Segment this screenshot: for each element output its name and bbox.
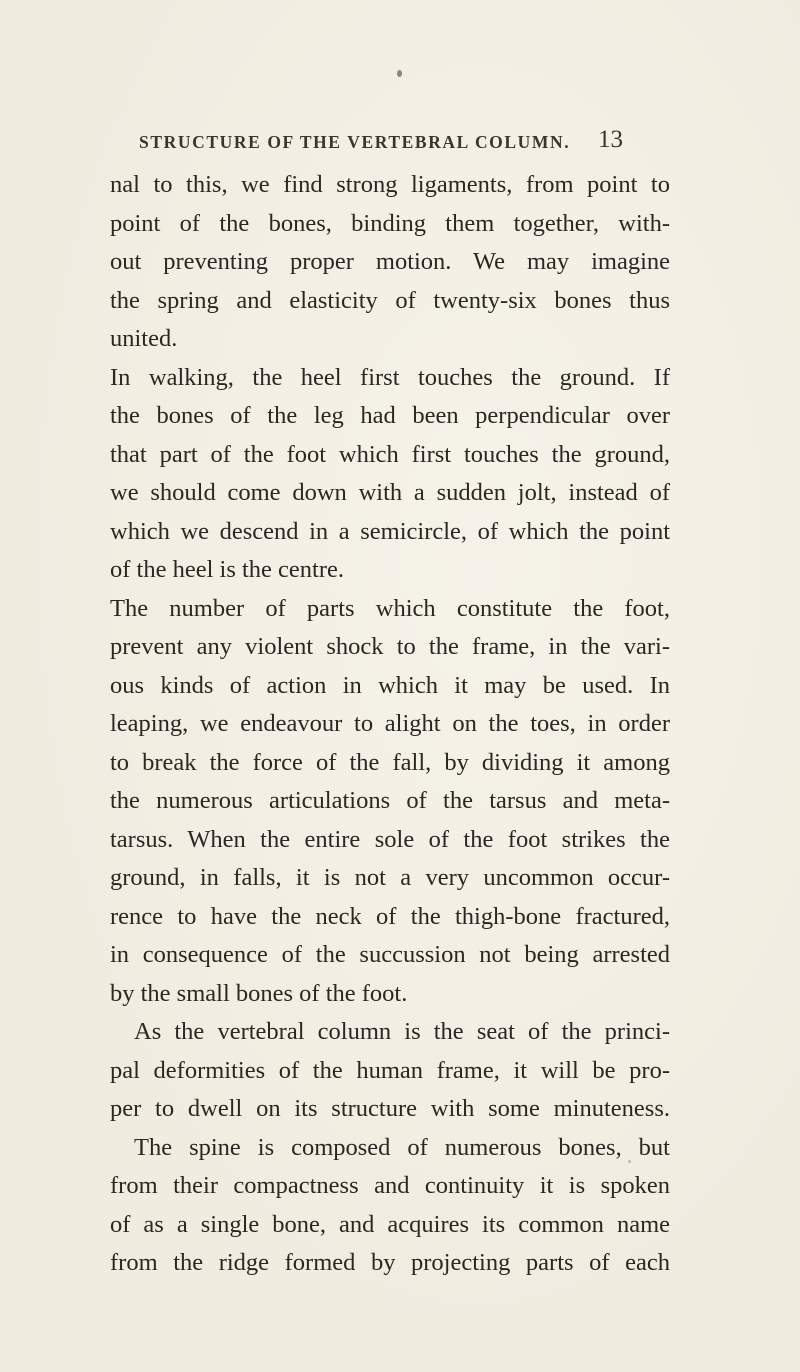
- text-line: prevent any violent shock to the frame, in the vari-: [110, 633, 670, 660]
- text-line: of the heel is the centre.: [110, 556, 345, 583]
- text-line: to break the force of the fall, by dividing it among: [110, 748, 670, 776]
- text-line: from their compactness and continuity it is spoken: [110, 1172, 670, 1199]
- text-line: nal to this, we find strong ligaments, from point to: [110, 171, 670, 198]
- text-line: that part of the foot which first touches the ground,: [110, 440, 670, 468]
- paragraph-start-line: As the vertebral column is the seat of the princi-: [134, 1018, 670, 1045]
- text-line: point of the bones, binding them together, with-: [110, 209, 670, 237]
- text-line: out preventing proper motion. We may imagine: [110, 248, 670, 275]
- running-head: STRUCTURE OF THE VERTEBRAL COLUMN.: [139, 132, 571, 152]
- text-line: united.: [110, 325, 178, 352]
- text-line: the spring and elasticity of twenty-six bones thus: [110, 286, 670, 314]
- text-line: rence to have the neck of the thigh-bone fractured,: [110, 902, 670, 930]
- text-line: by the small bones of the foot.: [110, 979, 408, 1007]
- text-line: from the ridge formed by projecting parts of each: [110, 1249, 670, 1276]
- paper-speck: [397, 70, 402, 77]
- text-line: ous kinds of action in which it may be used. In: [110, 671, 670, 699]
- text-line: leaping, we endeavour to alight on the toes, in order: [110, 710, 670, 737]
- text-line: pal deformities of the human frame, it will be pro-: [110, 1056, 670, 1084]
- text-line: which we descend in a semicircle, of which the point: [110, 517, 670, 545]
- paragraph-start-line: In walking, the heel first touches the ground. If: [110, 363, 670, 391]
- text-line: tarsus. When the entire sole of the foot strikes the: [110, 825, 670, 853]
- text-line: we should come down with a sudden jolt, instead of: [110, 479, 670, 506]
- text-line: the bones of the leg had been perpendicular over: [110, 402, 670, 429]
- text-line: of as a single bone, and acquires its common name: [110, 1210, 670, 1238]
- paragraph-start-line: The spine is composed of numerous bones, but: [134, 1133, 670, 1161]
- text-line: in consequence of the succussion not being arrested: [110, 941, 670, 968]
- text-line: per to dwell on its structure with some minuteness.: [110, 1095, 670, 1122]
- page-number: 13: [598, 126, 623, 153]
- text-line: the numerous articulations of the tarsus and meta-: [110, 787, 670, 814]
- paragraph-start-line: The number of parts which constitute the foot,: [110, 594, 670, 622]
- text-line: ground, in falls, it is not a very uncommon occur-: [110, 864, 670, 891]
- body-text: [110, 166, 670, 1283]
